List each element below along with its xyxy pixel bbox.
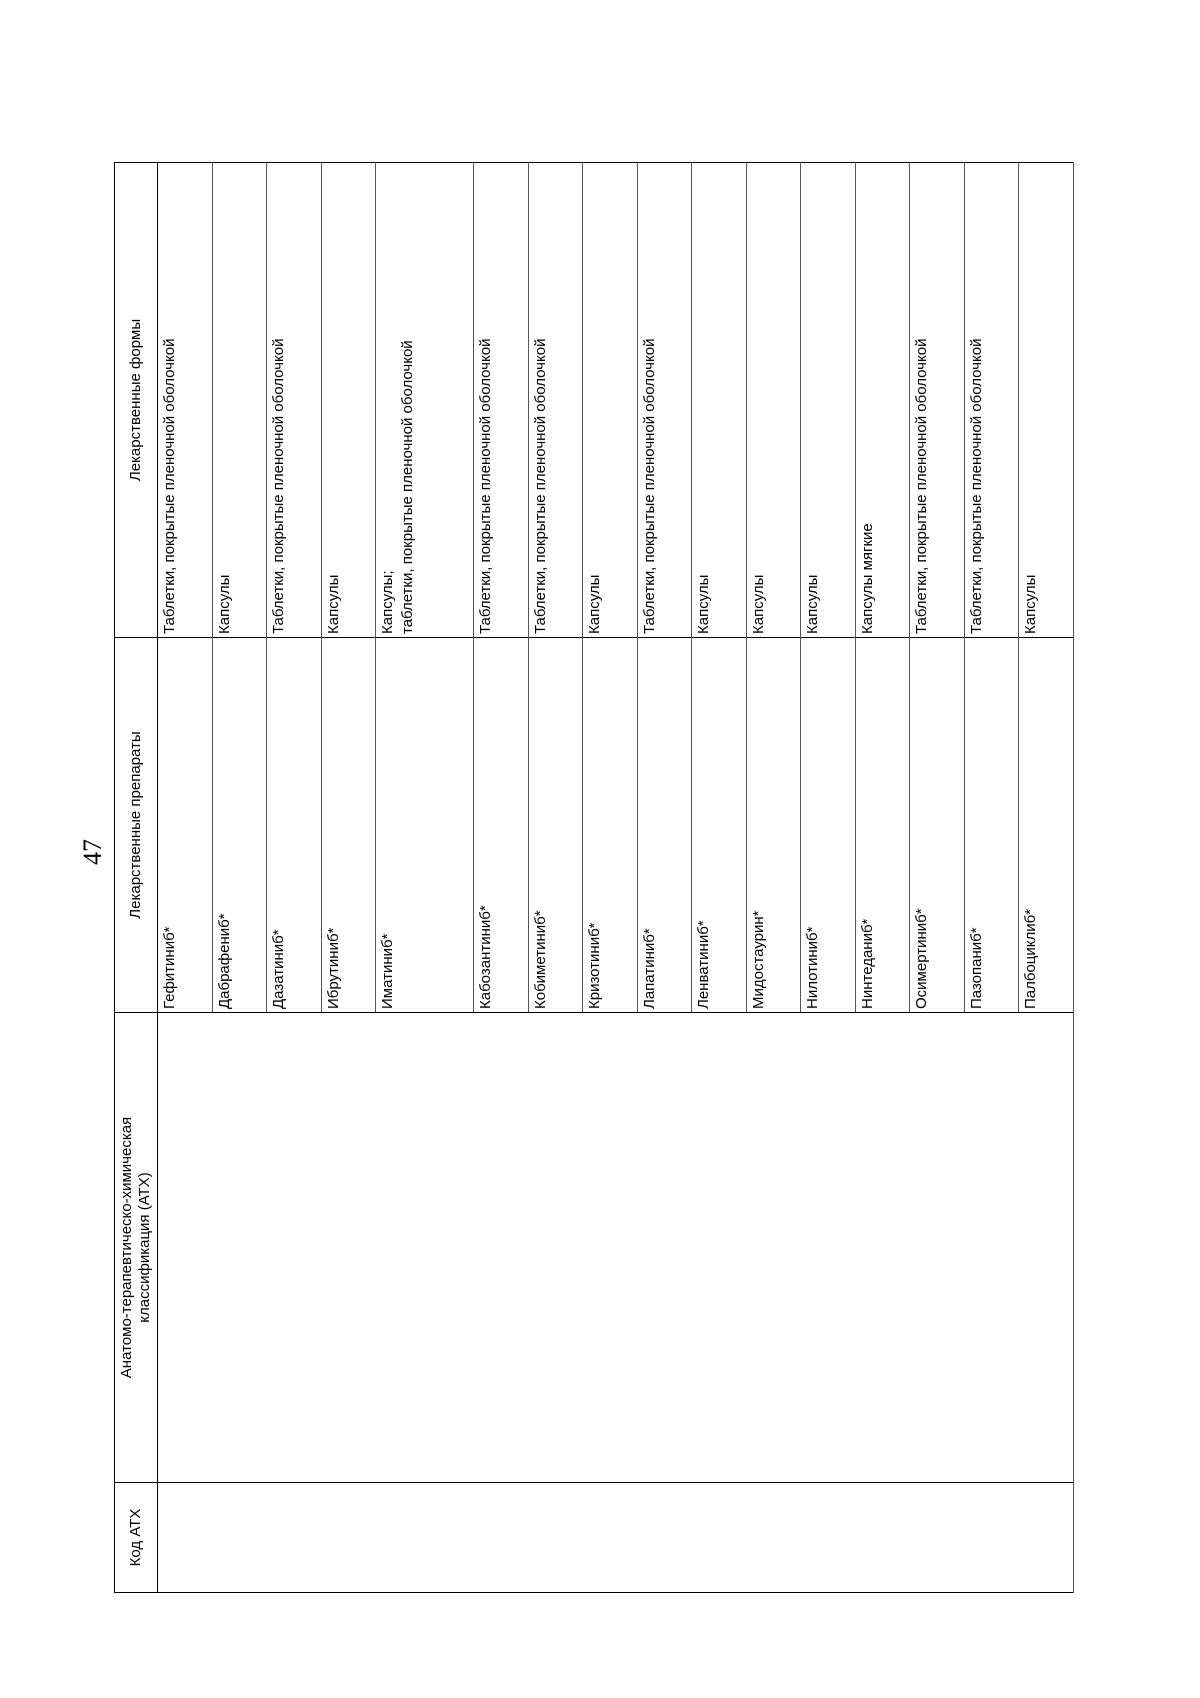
code-cell — [158, 1483, 1074, 1593]
drug-name-cell: Пазопаниб* — [964, 638, 1019, 1013]
dosage-form-cell: Таблетки, покрытые пленочной оболочкой — [528, 163, 583, 638]
header-classification: Анатомо-терапевтическо-химическая классификация (АТХ) — [115, 1013, 158, 1483]
atc-table — [114, 162, 1074, 1593]
classification-cell — [158, 1013, 1074, 1483]
dosage-form-cell: Таблетки, покрытые пленочной оболочкой — [474, 163, 529, 638]
page-number: 47 — [78, 839, 107, 865]
drug-name-cell: Ибрутиниб* — [321, 638, 376, 1013]
dosage-form-cell: Капсулы — [692, 163, 747, 638]
drug-name-cell: Дабрафениб* — [212, 638, 267, 1013]
dosage-form-cell: Капсулы мягкие — [855, 163, 910, 638]
drug-name-cell: Ленватиниб* — [692, 638, 747, 1013]
drug-name-cell: Кризотиниб* — [583, 638, 638, 1013]
dosage-form-cell: Таблетки, покрытые пленочной оболочкой — [158, 163, 213, 638]
header-forms: Лекарственные формы — [115, 163, 158, 638]
table-header-row — [115, 163, 158, 1593]
drug-name-cell: Осимертиниб* — [910, 638, 965, 1013]
dosage-form-cell: Таблетки, покрытые пленочной оболочкой — [267, 163, 322, 638]
dosage-form-cell: Капсулы; таблетки, покрытые пленочной оболочкой — [376, 163, 474, 638]
header-code: Код АТХ — [115, 1483, 158, 1593]
drug-name-cell: Нилотиниб* — [801, 638, 856, 1013]
table-body — [158, 163, 1074, 1593]
dosage-form-cell: Капсулы — [583, 163, 638, 638]
dosage-form-cell: Таблетки, покрытые пленочной оболочкой — [910, 163, 965, 638]
drug-name-cell: Иматиниб* — [376, 638, 474, 1013]
dosage-form-cell: Таблетки, покрытые пленочной оболочкой — [964, 163, 1019, 638]
dosage-form-cell: Капсулы — [321, 163, 376, 638]
drug-name-cell: Нинтеданиб* — [855, 638, 910, 1013]
drug-name-cell: Кобиметиниб* — [528, 638, 583, 1013]
drug-name-cell: Палбоциклиб* — [1019, 638, 1074, 1013]
rotated-table-wrapper — [114, 163, 1074, 1593]
dosage-form-cell: Капсулы — [801, 163, 856, 638]
table-row — [158, 163, 213, 1593]
drug-name-cell: Гефитиниб* — [158, 638, 213, 1013]
drug-name-cell: Мидостаурин* — [746, 638, 801, 1013]
dosage-form-cell: Таблетки, покрытые пленочной оболочкой — [637, 163, 692, 638]
header-drugs: Лекарственные препараты — [115, 638, 158, 1013]
drug-name-cell: Кабозантиниб* — [474, 638, 529, 1013]
dosage-form-cell: Капсулы — [212, 163, 267, 638]
drug-name-cell: Дазатиниб* — [267, 638, 322, 1013]
dosage-form-cell: Капсулы — [746, 163, 801, 638]
dosage-form-cell: Капсулы — [1019, 163, 1074, 638]
drug-name-cell: Лапатиниб* — [637, 638, 692, 1013]
